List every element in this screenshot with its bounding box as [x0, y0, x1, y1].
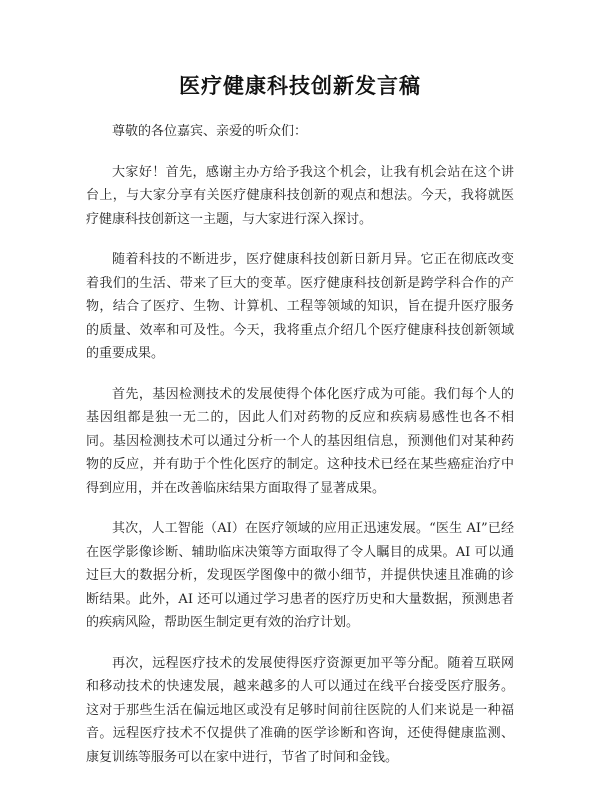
greeting-line: 尊敬的各位嘉宾、亲爱的听众们：: [112, 124, 308, 139]
document-title: 医疗健康科技创新发言稿: [179, 74, 421, 98]
paragraph-gene-testing: 首先，基因检测技术的发展使得个体化医疗成为可能。我们每个人的基因组都是独一无二的，因此人们对药物的反应和疾病易感性也各不相同。基因检测技术可以通过分析一个人的基因组信息，预测他们对某种药物的反应，并有助于个性化医疗的制定。这种技术已经在某些癌症治疗中得到应用，并在改善临床结果方面取得了显著成果。: [86, 386, 514, 496]
document-body: [86, 120, 514, 786]
paragraph-background: 随着科技的不断进步，医疗健康科技创新日新月异。它正在彻底改变着我们的生活、带来了巨大的变革。医疗健康科技创新是跨学科合作的产物，结合了医疗、生物、计算机、工程等领域的知识，旨在提升医疗服务的质量、效率和可及性。今天，我将重点介绍几个医疗健康科技创新领域的重要成果。: [86, 252, 514, 361]
paragraph-telemedicine: 再次，远程医疗技术的发展使得医疗资源更加平等分配。随着互联网和移动技术的快速发展，越来越多的人可以通过在线平台接受医疗服务。这对于那些生活在偏远地区或没有足够时间前往医院的人们来说是一种福音。远程医疗技术不仅提供了准确的医学诊断和咨询，还使得健康监测、康复训练等服务可以在家中进行，节省了时间和金钱。: [86, 655, 514, 765]
paragraph-intro: 大家好！首先，感谢主办方给予我这个机会，让我有机会站在这个讲台上，与大家分享有关医疗健康科技创新的观点和想法。今天，我将就医疗健康科技创新这一主题，与大家进行深入探讨。: [86, 164, 514, 227]
paragraph-ai: 其次，人工智能（AI）在医疗领域的应用正迅速发展。“医生 AI”已经在医学影像诊断、辅助临床决策等方面取得了令人瞩目的成果。AI 可以通过巨大的数据分析，发现医学图像中的微小细节，并提供快速且准确的诊断结果。此外，AI 还可以通过学习患者的医疗历史和大量数据，预测患者的疾病风险，帮助医生制定更有效的治疗计划。: [86, 521, 514, 630]
